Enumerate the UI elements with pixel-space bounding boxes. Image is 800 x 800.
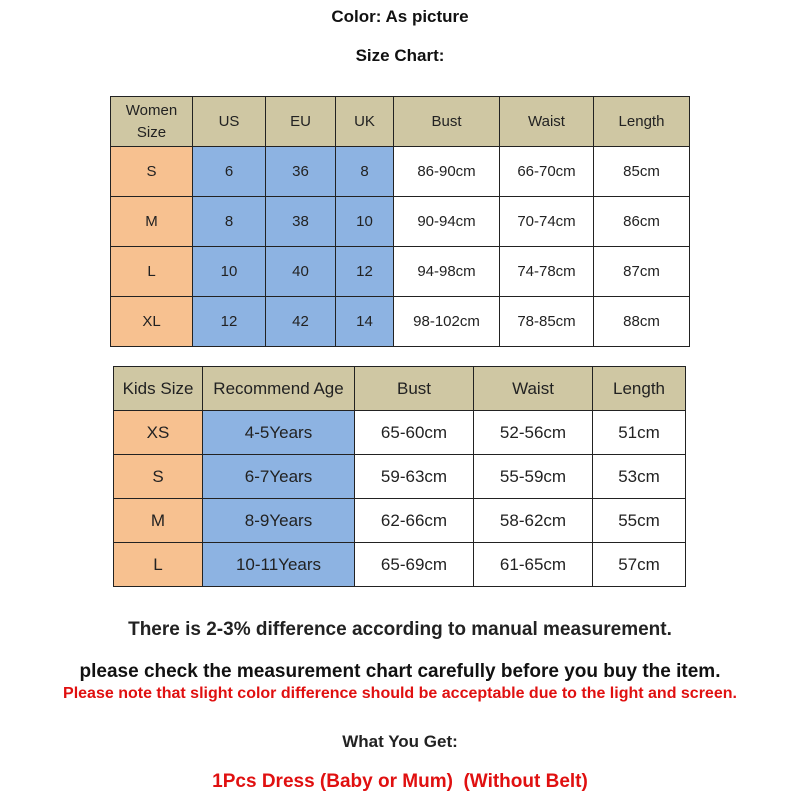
women-us-cell: 12 xyxy=(193,297,266,347)
kids-size-table xyxy=(113,366,686,587)
women-us-cell: 6 xyxy=(193,147,266,197)
women-bust-cell: 90-94cm xyxy=(394,197,500,247)
women-eu-cell: 42 xyxy=(266,297,336,347)
table-row xyxy=(111,147,690,197)
women-uk-cell: 12 xyxy=(336,247,394,297)
women-bust-cell: 94-98cm xyxy=(394,247,500,297)
kids-bust-cell: 65-60cm xyxy=(355,411,474,455)
women-size-table xyxy=(110,96,690,347)
table-row xyxy=(114,499,686,543)
women-uk-cell: 8 xyxy=(336,147,394,197)
women-waist-cell: 78-85cm xyxy=(500,297,594,347)
size-chart-title: Size Chart: xyxy=(355,46,445,65)
women-header-size: Women Size xyxy=(111,97,193,147)
women-size-cell: L xyxy=(111,247,193,297)
kids-bust-cell: 65-69cm xyxy=(355,543,474,587)
women-us-cell: 8 xyxy=(193,197,266,247)
kids-age-cell: 8-9Years xyxy=(203,499,355,543)
women-header-eu: EU xyxy=(266,97,336,147)
kids-waist-cell: 55-59cm xyxy=(474,455,593,499)
women-header-bust: Bust xyxy=(394,97,500,147)
women-uk-cell: 14 xyxy=(336,297,394,347)
table-row xyxy=(111,297,690,347)
check-note: please check the measurement chart carefully before you buy the item. xyxy=(79,661,721,682)
kids-waist-cell: 58-62cm xyxy=(474,499,593,543)
kids-bust-cell: 62-66cm xyxy=(355,499,474,543)
kids-length-cell: 57cm xyxy=(593,543,686,587)
women-eu-cell: 36 xyxy=(266,147,336,197)
women-waist-cell: 66-70cm xyxy=(500,147,594,197)
table-row xyxy=(111,247,690,297)
women-length-cell: 86cm xyxy=(594,197,690,247)
women-waist-cell: 74-78cm xyxy=(500,247,594,297)
women-length-cell: 88cm xyxy=(594,297,690,347)
women-waist-cell: 70-74cm xyxy=(500,197,594,247)
kids-size-cell: S xyxy=(114,455,203,499)
women-length-cell: 85cm xyxy=(594,147,690,197)
table-row xyxy=(114,543,686,587)
kids-length-cell: 53cm xyxy=(593,455,686,499)
women-header-waist: Waist xyxy=(500,97,594,147)
kids-header-waist: Waist xyxy=(474,367,593,411)
difference-note: There is 2-3% difference according to manual measurement. xyxy=(128,619,672,640)
women-eu-cell: 40 xyxy=(266,247,336,297)
table-row xyxy=(111,197,690,247)
kids-bust-cell: 59-63cm xyxy=(355,455,474,499)
women-length-cell: 87cm xyxy=(594,247,690,297)
women-header-row xyxy=(111,97,690,147)
women-size-cell: XL xyxy=(111,297,193,347)
women-size-cell: M xyxy=(111,197,193,247)
what-you-get-label: What You Get: xyxy=(342,732,458,751)
table-row xyxy=(114,411,686,455)
kids-header-bust: Bust xyxy=(355,367,474,411)
kids-length-cell: 51cm xyxy=(593,411,686,455)
kids-waist-cell: 61-65cm xyxy=(474,543,593,587)
kids-header-row xyxy=(114,367,686,411)
women-bust-cell: 86-90cm xyxy=(394,147,500,197)
kids-header-size: Kids Size xyxy=(114,367,203,411)
women-eu-cell: 38 xyxy=(266,197,336,247)
kids-header-age: Recommend Age xyxy=(203,367,355,411)
table-row xyxy=(114,455,686,499)
kids-length-cell: 55cm xyxy=(593,499,686,543)
women-bust-cell: 98-102cm xyxy=(394,297,500,347)
kids-waist-cell: 52-56cm xyxy=(474,411,593,455)
women-header-uk: UK xyxy=(336,97,394,147)
color-line: Color: As picture xyxy=(331,7,469,26)
kids-header-length: Length xyxy=(593,367,686,411)
kids-size-cell: L xyxy=(114,543,203,587)
kids-age-cell: 6-7Years xyxy=(203,455,355,499)
kids-age-cell: 4-5Years xyxy=(203,411,355,455)
women-header-us: US xyxy=(193,97,266,147)
women-us-cell: 10 xyxy=(193,247,266,297)
kids-size-cell: M xyxy=(114,499,203,543)
package-contents: 1Pcs Dress (Baby or Mum) (Without Belt) xyxy=(212,771,588,792)
kids-age-cell: 10-11Years xyxy=(203,543,355,587)
color-note: Please note that slight color difference should be acceptable due to the light and screen. xyxy=(63,685,737,702)
women-header-length: Length xyxy=(594,97,690,147)
kids-size-cell: XS xyxy=(114,411,203,455)
women-uk-cell: 10 xyxy=(336,197,394,247)
women-size-cell: S xyxy=(111,147,193,197)
